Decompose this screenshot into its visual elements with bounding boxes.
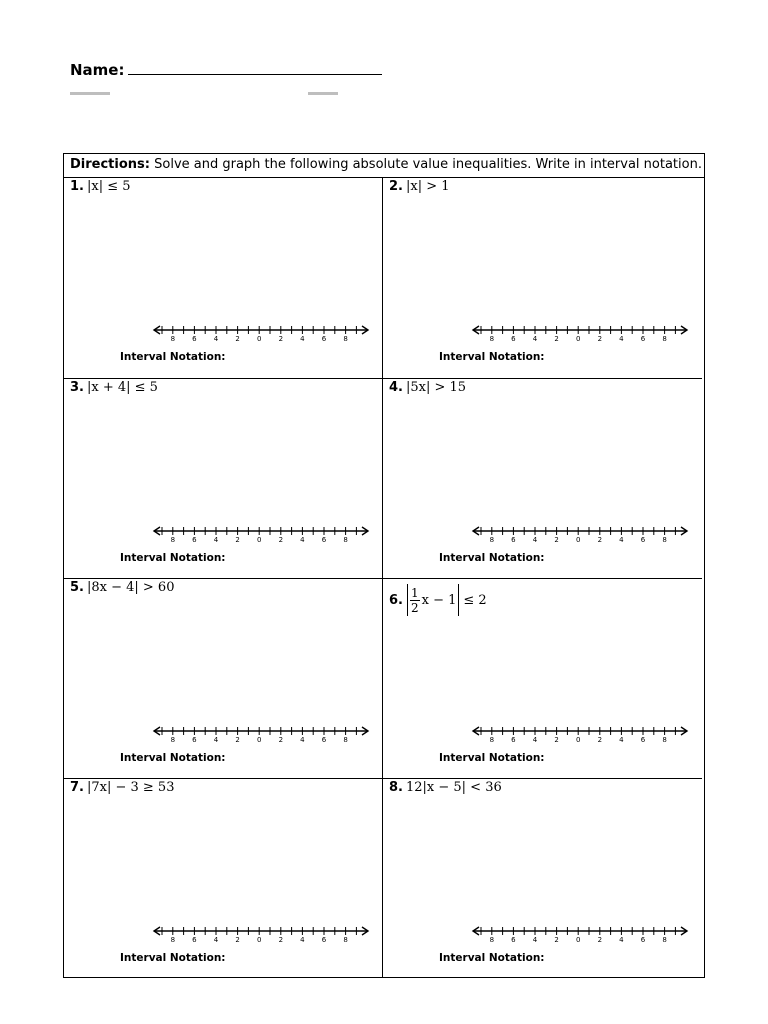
tick-label: 0 [575, 936, 581, 944]
problem-3 [70, 380, 158, 395]
tick-label: 2 [554, 936, 559, 944]
problem-cell-5 [64, 578, 384, 778]
tick-label: 6 [321, 335, 327, 343]
problem-number: 4. [389, 380, 403, 395]
problem-7 [70, 780, 174, 795]
number-line[interactable] [469, 924, 691, 944]
tick-label: 4 [300, 736, 305, 744]
fraction-denominator: 2 [410, 600, 419, 615]
tick-label: 4 [300, 335, 305, 343]
tick-label: 6 [192, 335, 197, 343]
tick-label: 8 [489, 335, 495, 343]
interval-notation-label: Interval Notation: [120, 552, 226, 564]
problem-inequality: |x + 4| ≤ 5 [86, 380, 158, 395]
problem-number: 7. [70, 780, 84, 795]
problem-number: 8. [389, 780, 403, 795]
problem-number: 6. [389, 592, 403, 608]
problem-cell-6 [382, 578, 702, 778]
tick-label: 2 [554, 335, 559, 343]
fraction-numerator: 1 [410, 585, 419, 600]
interval-notation-label: Interval Notation: [439, 952, 545, 964]
interval-notation-label: Interval Notation: [120, 351, 226, 363]
tick-label: 2 [235, 335, 240, 343]
tick-label: 2 [597, 736, 603, 744]
problem-inequality: 12|x − 5| < 36 [405, 780, 502, 795]
tick-label: 6 [640, 536, 646, 544]
tick-label: 2 [235, 936, 240, 944]
fraction [410, 586, 420, 615]
worksheet-table [63, 153, 705, 978]
tick-label: 2 [278, 736, 284, 744]
problem-cell-8 [382, 778, 702, 978]
interval-notation-label: Interval Notation: [120, 952, 226, 964]
problem-number: 2. [389, 179, 403, 194]
tick-label: 8 [489, 736, 495, 744]
directions-row [64, 154, 704, 178]
problem-inequality: |x| > 1 [405, 179, 450, 194]
tick-label: 4 [532, 335, 538, 343]
name-blank-line[interactable] [128, 60, 382, 75]
tick-label: 6 [640, 936, 646, 944]
problem-4 [389, 380, 466, 395]
number-line[interactable] [469, 724, 691, 744]
problem-inequality: |x| ≤ 5 [86, 179, 131, 194]
tick-label: 6 [321, 736, 327, 744]
tick-label: 4 [213, 536, 219, 544]
tick-label: 4 [619, 536, 624, 544]
tick-label: 8 [343, 936, 348, 944]
problem-cell-7 [64, 778, 384, 978]
tick-label: 8 [170, 736, 176, 744]
problem-number: 1. [70, 179, 84, 194]
tick-label: 8 [662, 736, 667, 744]
interval-notation-label: Interval Notation: [439, 552, 545, 564]
tick-label: 2 [554, 736, 559, 744]
tick-label: 6 [640, 736, 646, 744]
problem-inequality: |5x| > 15 [405, 380, 467, 395]
tick-label: 6 [321, 536, 327, 544]
tick-label: 8 [170, 936, 176, 944]
tick-label: 2 [278, 335, 284, 343]
tick-label: 4 [619, 936, 624, 944]
tick-label: 2 [278, 536, 284, 544]
tick-label: 2 [235, 736, 240, 744]
number-line[interactable] [150, 724, 372, 744]
tick-label: 4 [213, 936, 219, 944]
tick-label: 6 [511, 736, 516, 744]
tick-label: 4 [532, 536, 538, 544]
tick-label: 4 [619, 736, 624, 744]
number-line[interactable] [469, 323, 691, 343]
tick-label: 8 [489, 536, 495, 544]
tick-label: 0 [256, 335, 262, 343]
tick-label: 2 [597, 536, 603, 544]
tick-label: 2 [554, 536, 559, 544]
tick-label: 2 [235, 536, 240, 544]
tick-label: 6 [192, 936, 197, 944]
problem-5 [70, 580, 174, 595]
tick-label: 8 [343, 736, 348, 744]
tick-label: 4 [300, 536, 305, 544]
tick-label: 0 [256, 736, 262, 744]
problem-6 [389, 584, 487, 616]
number-line[interactable] [150, 924, 372, 944]
tick-label: 4 [213, 335, 219, 343]
tick-label: 0 [256, 936, 262, 944]
number-line[interactable] [150, 323, 372, 343]
tick-label: 4 [619, 335, 624, 343]
number-line[interactable] [469, 524, 691, 544]
tick-label: 0 [256, 536, 262, 544]
tick-label: 0 [575, 536, 581, 544]
name-field[interactable] [70, 60, 382, 79]
number-line[interactable] [150, 524, 372, 544]
tick-label: 0 [575, 335, 581, 343]
problem-inequality: |7x| − 3 ≥ 53 [86, 780, 175, 795]
directions-text: Solve and graph the following absolute value inequalities. Write in interval notation. [154, 157, 702, 172]
problem-cell-1 [64, 178, 384, 378]
tick-label: 6 [640, 335, 646, 343]
tick-label: 6 [511, 536, 516, 544]
tick-label: 8 [170, 335, 176, 343]
problem-1 [70, 179, 131, 194]
problem-2 [389, 179, 450, 194]
tick-label: 6 [321, 936, 327, 944]
problem-inequality: |8x − 4| > 60 [86, 580, 175, 595]
absolute-value-bars [407, 584, 459, 616]
tick-label: 4 [532, 736, 538, 744]
cutoff-text-left [70, 92, 110, 96]
tick-label: 6 [511, 335, 516, 343]
problem-cell-2 [382, 178, 702, 378]
tick-label: 8 [170, 536, 176, 544]
tick-label: 2 [597, 936, 603, 944]
problem-number: 5. [70, 580, 84, 595]
problem-grid [64, 178, 704, 978]
tick-label: 0 [575, 736, 581, 744]
problem-cell-4 [382, 378, 702, 578]
tick-label: 8 [343, 536, 348, 544]
tick-label: 4 [532, 936, 538, 944]
tick-label: 4 [300, 936, 305, 944]
tick-label: 6 [192, 536, 197, 544]
tick-label: 8 [662, 536, 667, 544]
cutoff-text-right [308, 92, 338, 96]
interval-notation-label: Interval Notation: [120, 752, 226, 764]
tick-label: 8 [662, 335, 667, 343]
problem-8 [389, 780, 502, 795]
tick-label: 2 [278, 936, 284, 944]
abs-inner-expression: x − 1 [421, 592, 457, 608]
name-label: Name: [70, 61, 125, 79]
inequality-right-side: ≤ 2 [463, 592, 487, 608]
tick-label: 4 [213, 736, 219, 744]
tick-label: 6 [511, 936, 516, 944]
directions-label: Directions: [70, 157, 150, 172]
interval-notation-label: Interval Notation: [439, 351, 545, 363]
tick-label: 8 [662, 936, 667, 944]
tick-label: 2 [597, 335, 603, 343]
interval-notation-label: Interval Notation: [439, 752, 545, 764]
tick-label: 8 [343, 335, 348, 343]
problem-cell-3 [64, 378, 384, 578]
tick-label: 8 [489, 936, 495, 944]
tick-label: 6 [192, 736, 197, 744]
problem-number: 3. [70, 380, 84, 395]
